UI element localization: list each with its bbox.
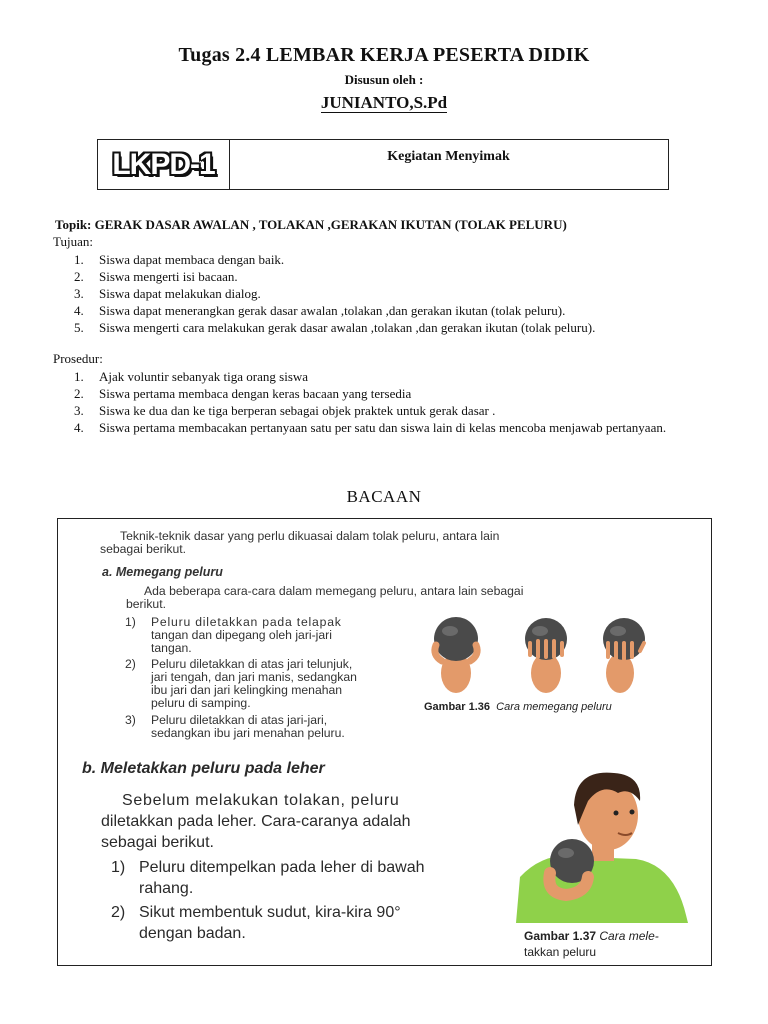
list-item-line: rahang.	[139, 880, 194, 897]
tujuan-label: Tujuan:	[53, 234, 93, 249]
figure-caption-1-36: Gambar 1.36 Cara memegang peluru	[424, 701, 612, 713]
section-a-intro-line: Ada beberapa cara-cara dalam memegang peluru, antara lain sebagai	[144, 584, 524, 598]
hand-grip-2-icon	[525, 618, 567, 693]
reading-intro-line: sebagai berikut.	[100, 542, 187, 556]
topic-line: Topik: GERAK DASAR AWALAN , TOLAKAN ,GERAKAN IKUTAN (TOLAK PELURU)	[55, 217, 567, 232]
list-item: 1. Siswa dapat membaca dengan baik.	[74, 252, 285, 267]
section-a-intro-line: berikut.	[126, 597, 166, 611]
author-name: JUNIANTO,S.Pd	[320, 93, 448, 112]
list-item: 5. Siswa mengerti cara melakukan gerak dasar awalan ,tolakan ,dan gerakan ikutan (tolak peluru).	[74, 320, 596, 335]
list-item: 2. Siswa pertama membaca dengan keras bacaan yang tersedia	[74, 386, 412, 401]
lkpd-table	[97, 139, 669, 190]
list-item-line: Peluru diletakkan di atas jari telunjuk,	[151, 657, 353, 671]
bacaan-heading: BACAAN	[346, 487, 422, 506]
list-item-line: peluru di samping.	[151, 696, 251, 710]
list-item: 4. Siswa dapat menerangkan gerak dasar awalan ,tolakan ,dan gerakan ikutan (tolak peluru).	[74, 303, 566, 318]
list-item: 4. Siswa pertama membacakan pertanyaan satu per satu dan siswa lain di kelas mencoba menjawab pertanyaan.	[74, 420, 667, 435]
prosedur-label: Prosedur:	[53, 351, 103, 366]
section-b-intro-line: diletakkan pada leher. Cara-caranya adalah	[101, 813, 411, 830]
lkpd-logo-cell	[98, 140, 230, 189]
list-number: 2)	[125, 657, 136, 671]
figure-caption-1-37: Gambar 1.37 Cara mele- takkan peluru	[524, 929, 659, 959]
section-b-heading: b. Meletakkan peluru pada leher	[82, 760, 325, 777]
list-item: 1. Ajak voluntir sebanyak tiga orang siswa	[74, 369, 309, 384]
hand-holding-shot-illustration	[418, 615, 658, 695]
list-item: 3. Siswa dapat melakukan dialog.	[74, 286, 261, 301]
prosedur-list	[53, 368, 725, 436]
activity-title: Kegiatan Menyimak	[387, 149, 510, 164]
list-number: 2)	[111, 904, 126, 921]
list-item-line: Peluru diletakkan pada telapak	[151, 615, 342, 629]
list-item-line: Peluru ditempelkan pada leher di bawah	[139, 859, 425, 876]
list-item-line: sedangkan ibu jari menahan peluru.	[151, 726, 345, 740]
list-number: 1)	[125, 615, 136, 629]
list-item: 2. Siswa mengerti isi bacaan.	[74, 269, 238, 284]
tujuan-list	[53, 251, 725, 336]
lkpd-logo: LKPD-1	[112, 147, 215, 181]
compiled-by-label: Disusun oleh :	[344, 72, 424, 87]
reading-frame	[57, 518, 712, 966]
hand-grip-1-icon	[434, 617, 478, 693]
section-b-intro-line: sebagai berikut.	[101, 834, 214, 851]
list-item-line: jari tengah, dan jari manis, sedangkan	[151, 670, 357, 684]
hand-grip-3-icon	[603, 618, 645, 693]
list-item-line: ibu jari dan jari kelingking menahan	[151, 683, 343, 697]
list-item-line: tangan.	[151, 641, 192, 655]
list-item: 3. Siswa ke dua dan ke tiga berperan sebagai objek praktek untuk gerak dasar .	[74, 403, 496, 418]
page-title: Tugas 2.4 LEMBAR KERJA PESERTA DIDIK	[178, 44, 590, 66]
list-number: 3)	[125, 713, 136, 727]
section-b-intro-line: Sebelum melakukan tolakan, peluru	[122, 792, 400, 809]
list-item-line: tangan dan dipegang oleh jari-jari	[151, 628, 332, 642]
shirt-icon	[516, 855, 688, 923]
boy-holding-shot-illustration	[506, 765, 706, 923]
list-item-line: Peluru diletakkan di atas jari-jari,	[151, 713, 328, 727]
section-a-heading: a. Memegang peluru	[102, 565, 223, 579]
list-number: 1)	[111, 859, 126, 876]
list-item-line: Sikut membentuk sudut, kira-kira 90°	[139, 904, 401, 921]
list-item-line: dengan badan.	[139, 925, 246, 942]
reading-intro-line: Teknik-teknik dasar yang perlu dikuasai dalam tolak peluru, antara lain	[120, 529, 500, 543]
